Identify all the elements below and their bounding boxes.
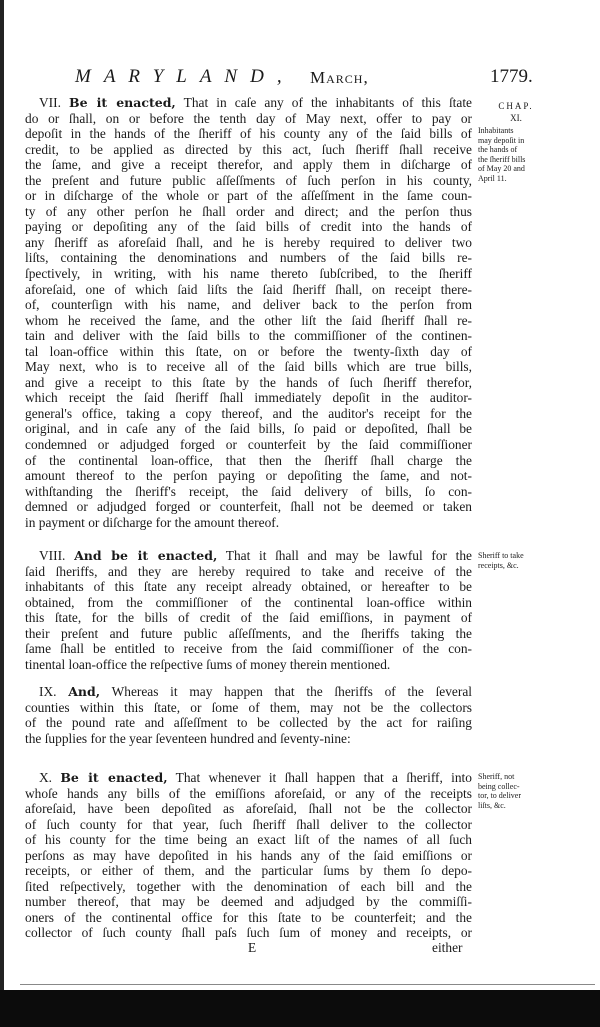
scan-left-edge	[0, 0, 4, 1000]
enacting-clause: And be it enacted,	[74, 548, 218, 563]
text-line: collector of ſuch county ſhall paſs ſuch ſum of money and receipts, or	[25, 925, 472, 941]
text-line: ſited reſpectively, together with the denomination of each bill and the	[25, 878, 472, 894]
text-line: do or ſhall, on or before the tenth day of May next, offer to pay or	[25, 110, 472, 126]
text-line: their preſent and future public aſſeſſments, and the ſheriffs taking the	[25, 625, 472, 641]
text-line: or in diſcharge of the whole or part of the aſſeſſment in the ſame coun-	[25, 188, 472, 204]
text-line: tal loan-office within this ſtate, on or before the twenty-ſixth day of	[25, 343, 472, 359]
text-line: May next, who is to receive all of the ſaid bills which are true bills,	[25, 359, 472, 375]
text-line: general's office, taking a copy thereof, and the auditor's receipt for the	[25, 405, 472, 421]
section-first-line	[25, 684, 472, 700]
text-line: ſpectively, in writing, with his name thereto ſubſcribed, to the ſheriff	[25, 266, 472, 282]
margin-note-line: April 11.	[478, 173, 507, 183]
section-viii	[25, 548, 472, 672]
margin-note-line: the ſheriff bills	[478, 154, 526, 164]
section-vii	[25, 95, 472, 530]
page-bottom-rule	[20, 984, 595, 985]
margin-note-line: tor, to deliver	[478, 791, 521, 801]
text-line: whoſe hands any bills of the emiſſions aforeſaid, or any of the receipts	[25, 785, 472, 801]
text-line: in payment or diſcharge for the amount thereof.	[25, 514, 280, 530]
text-line: the ſupplies for the year ſeventeen hundred and ſeventy-nine:	[25, 730, 351, 746]
text-line: liſts, containing the denominations and numbers of the ſaid bills re-	[25, 250, 472, 266]
text-line: perſons as may have depoſited in his hands any of the ſaid emiſſions or	[25, 847, 472, 863]
text-line: any ſheriff as aforeſaid ſhall, and he is hereby required to deliver two	[25, 234, 472, 250]
text-line: demned or adjudged forged or counterfeit, ſhall not be deemed or taken	[25, 499, 472, 515]
text-line: depoſit in the hands of the ſheriff of his county any of the ſaid bills of	[25, 126, 472, 142]
text-line: paying or depoſiting any of the ſaid bills of credit into the hands of	[25, 219, 472, 235]
text-line: which receipt the ſaid ſheriff ſhall immediately depoſit in the auditor-	[25, 390, 472, 406]
text-line: number thereof, that may be deemed and adjudged by the commiſſi-	[25, 894, 472, 910]
enacting-clause: Be it enacted,	[69, 95, 176, 110]
margin-note-sheriff-not-collector	[478, 772, 558, 810]
section-first-line	[25, 548, 472, 564]
text-line: oners of the continental office for this ſtate to be counterfeit; and the	[25, 909, 472, 925]
section-text: That whenever it ſhall happen that a ſheriff, into	[175, 770, 472, 785]
text-line: this ſtate, for the bills of credit of the ſaid emiſſions, in payment of	[25, 610, 472, 626]
text-line: of the pound rate and aſſeſſment to be collected by the act for raiſing	[25, 715, 472, 731]
text-line: aforeſaid, one of which ſaid liſts the ſaid ſheriff ſhall, on receipt there-	[25, 281, 472, 297]
scan-bottom-border	[0, 990, 600, 1027]
section-text: That it ſhall and may be lawful for the	[225, 548, 472, 563]
running-head-month: March,	[310, 68, 369, 87]
text-line: ſaid ſheriffs, and they are hereby required to take and receive of the	[25, 563, 472, 579]
text-line: amount thereof to the perſon paying or depoſiting the ſame, and not-	[25, 468, 472, 484]
margin-note-line: may depoſit in	[478, 135, 525, 145]
text-line: original, and in caſe any of the ſaid bills, ſo paid or depoſited, ſhall be	[25, 421, 472, 437]
text-line: withſtanding the ſheriff's receipt, the ſaid delivery of bills, ſo con-	[25, 483, 472, 499]
catchword: either	[432, 940, 463, 955]
text-line: counties within this ſtate, or ſome of them, may not be the collectors	[25, 699, 472, 715]
section-text: Whereas it may happen that the ſheriffs of the ſeveral	[111, 684, 472, 699]
section-x	[25, 770, 472, 941]
text-line: obtained, from the commiſſioner of the continental loan-office within	[25, 594, 472, 610]
section-number: IX.	[39, 684, 57, 699]
section-number: VIII.	[39, 548, 66, 563]
margin-note-inhabitants	[478, 126, 558, 184]
text-line: of ſuch county for that year, ſuch ſheriff ſhall deliver to the collector	[25, 816, 472, 832]
section-text: That in caſe any of the inhabitants of this ſtate	[183, 95, 472, 110]
text-line: receipts, or either of them, and the particular ſums by them ſo depo-	[25, 863, 472, 879]
text-line: the preſent and future public aſſeſſments of ſuch perſon in his county,	[25, 172, 472, 188]
chapter-label-text: CHAP.	[498, 101, 534, 111]
text-line: tinental loan-office the reſpective ſums of money therein mentioned.	[25, 656, 391, 672]
margin-note-sheriff-receipts	[478, 551, 558, 570]
chapter-number: XI.	[510, 113, 522, 123]
text-line: credit, to be applied as directed by this act, ſuch ſheriff ſhall receive	[25, 141, 472, 157]
section-first-line	[25, 770, 472, 786]
margin-note-line: the hands of	[478, 145, 518, 155]
section-ix	[25, 684, 472, 746]
margin-note-line: Inhabitants	[478, 126, 514, 135]
text-line: condemned or adjudged forged or counterfeit by the ſaid commiſſioner	[25, 437, 472, 453]
signature-mark: E	[248, 940, 257, 955]
text-line: ſame ſhall be entitled to receive from the ſaid commiſſioner of the con-	[25, 641, 472, 657]
text-line: and give a receipt to this ſtate by the hands of ſuch ſheriff therefor,	[25, 374, 472, 390]
running-head-state: MARYLAND,	[75, 66, 295, 87]
text-line: tain and deliver with the ſaid bills to the commiſſioner of the continen-	[25, 328, 472, 344]
margin-note-line: Sheriff, not	[478, 772, 515, 781]
section-first-line	[25, 95, 472, 111]
margin-note-line: liſts, &c.	[478, 800, 506, 810]
text-line: ty of any other perſon he ſhall order and direct; and the perſon thus	[25, 203, 472, 219]
text-line: of the continental loan-office, that then the ſheriff ſhall charge the	[25, 452, 472, 468]
chapter-label	[486, 100, 546, 124]
margin-note-line: receipts, &c.	[478, 560, 519, 570]
margin-note-line: being collec-	[478, 781, 520, 791]
running-head-year: 1779.	[490, 66, 533, 87]
margin-note-line: of May 20 and	[478, 164, 525, 174]
text-line: of, counterſign with his name, and deliver back to the perſon from	[25, 297, 472, 313]
section-number: X.	[39, 770, 53, 785]
margin-note-line: Sheriff to take	[478, 551, 524, 560]
text-line: whom he received the ſame, and the other liſt the ſaid ſheriff ſhall re-	[25, 312, 472, 328]
text-line: the ſame, and give a receipt therefor, and apply them in diſcharge of	[25, 157, 472, 173]
enacting-clause: And,	[68, 684, 101, 699]
text-line: of his county for the time being an exact liſt of the names of all ſuch	[25, 832, 472, 848]
text-line: inhabitants of this ſtate any receipt already obtained, or hereafter to be	[25, 579, 472, 595]
enacting-clause: Be it enacted,	[60, 770, 168, 785]
section-number: VII.	[39, 95, 61, 110]
text-line: aforeſaid, have been depoſited as aforeſaid, ſhall not be the collector	[25, 801, 472, 817]
